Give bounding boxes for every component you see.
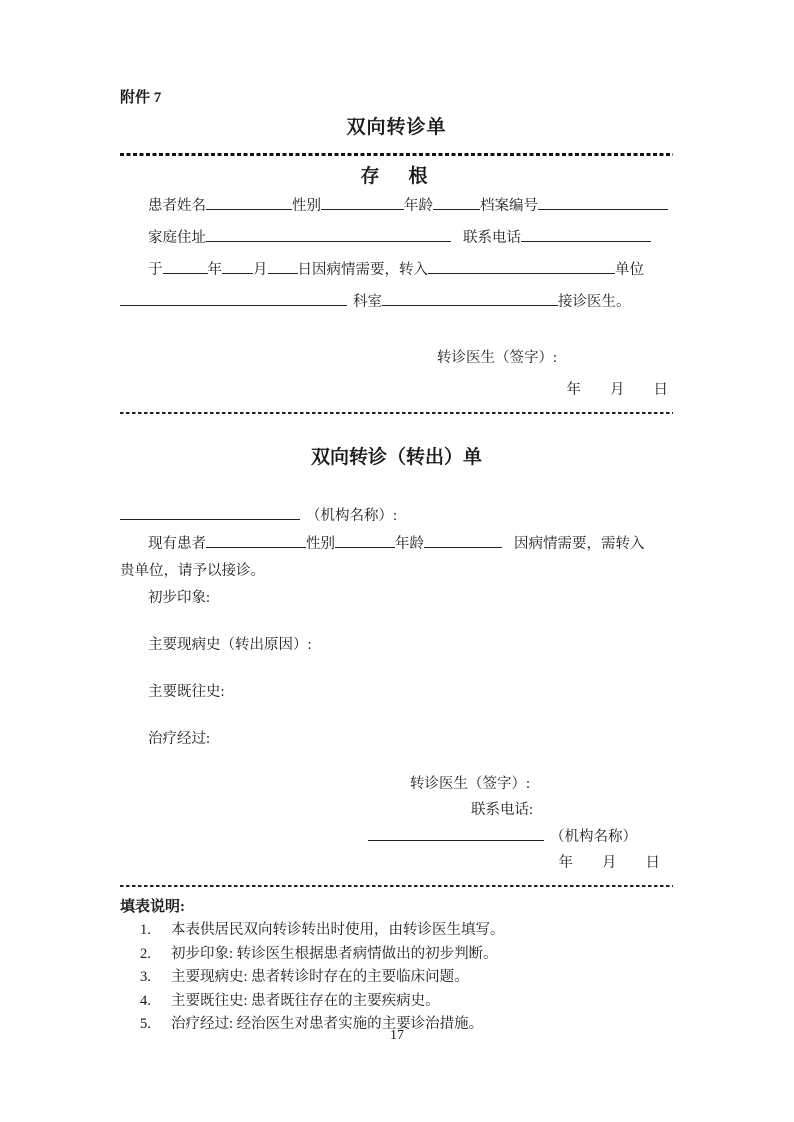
section-divider-top [120,153,673,156]
out-date-line: 年 月 日 [558,855,660,871]
out-age-label: 年龄 [395,536,424,552]
patient-name-label: 患者姓名 [148,198,206,214]
note-text: 初步印象: 转诊医生根据患者病情做出的初步判断。 [171,945,498,962]
stub-address-row [120,222,673,254]
out-gender-label: 性别 [306,536,335,552]
note-item [120,919,673,943]
out-gender-blank [335,534,395,548]
out-contact-phone-label: 联系电话: [470,802,533,818]
note-number: 1. [140,922,151,938]
note-text: 主要现病史: 患者转诊时存在的主要临床问题。 [171,969,469,985]
on-label: 于 [148,262,163,278]
department-blank [382,292,558,306]
receiving-doctor-label: 接诊医生。 [558,294,631,310]
note-text: 主要既往史: 患者既往存在的主要疾病史。 [171,992,440,1009]
existing-patient-label: 现有患者 [148,536,206,552]
transfer-reason-label: 日因病情需要，转入 [297,262,428,278]
org-name-blank [120,506,300,520]
out-patient-row [120,530,673,558]
home-address-label: 家庭住址 [148,230,206,246]
out-reason-label: 因病情需要，需转入 [514,536,645,552]
stub-heading: 存 根 [360,166,433,187]
org-name-label: （机构名称）: [306,508,398,524]
section-divider-middle [120,412,673,414]
stub-patient-row [120,190,673,222]
year-blank [163,260,208,274]
month-label: 月 [253,262,268,278]
unit-name-blank [120,292,347,306]
note-text: 治疗经过: 经治医生对患者实施的主要诊治措施。 [171,1016,484,1032]
out-continuation-line: 贵单位，请予以接诊。 [120,563,265,579]
initial-impression-label: 初步印象: [148,590,211,606]
transfer-unit-blank [428,260,615,274]
treatment-course-label: 治疗经过: [148,731,211,747]
note-number: 4. [140,992,151,1009]
note-item [120,990,673,1014]
note-item [120,966,673,990]
record-no-label: 档案编号 [480,198,538,214]
note-number: 5. [140,1016,151,1032]
out-org-signature-row [120,823,673,851]
present-history-label: 主要现病史（转出原因）: [148,637,312,653]
note-text: 本表供居民双向转诊转出时使用，由转诊医生填写。 [171,922,505,938]
out-org-label: （机构名称） [550,829,637,845]
out-org-blank [368,827,544,841]
day-blank [268,260,298,274]
stub-department-row [120,286,673,318]
note-item [120,943,673,967]
age-blank [433,196,480,210]
past-history-label: 主要既往史: [148,684,225,700]
home-address-blank [206,228,451,242]
stub-date-row [120,254,673,286]
out-doctor-signature-label: 转诊医生（签字）: [409,776,530,792]
age-label: 年龄 [404,198,433,214]
page-number: 17 [390,1028,404,1043]
department-label: 科室 [353,294,382,310]
transfer-out-title: 双向转诊（转出）单 [310,447,482,468]
out-patient-name-blank [206,534,306,548]
phone-blank [521,228,651,242]
gender-label: 性别 [292,198,321,214]
org-name-row [120,502,673,530]
gender-blank [321,196,404,210]
note-number: 3. [140,969,151,985]
stub-doctor-signature-label: 转诊医生（签字）: [436,350,557,366]
unit-label: 单位 [615,262,644,278]
month-blank [222,260,253,274]
stub-date-line: 年 月 日 [566,382,668,398]
record-no-blank [538,196,668,210]
notes-heading: 填表说明: [120,899,185,915]
out-age-blank [424,534,502,548]
year-label: 年 [207,262,222,278]
referral-form-title: 双向转诊单 [346,117,447,138]
patient-name-blank [206,196,292,210]
section-divider-bottom [120,885,673,887]
phone-label: 联系电话 [463,230,521,246]
attachment-label: 附件 7 [120,90,162,106]
note-number: 2. [140,945,151,962]
page-content [120,0,673,1037]
